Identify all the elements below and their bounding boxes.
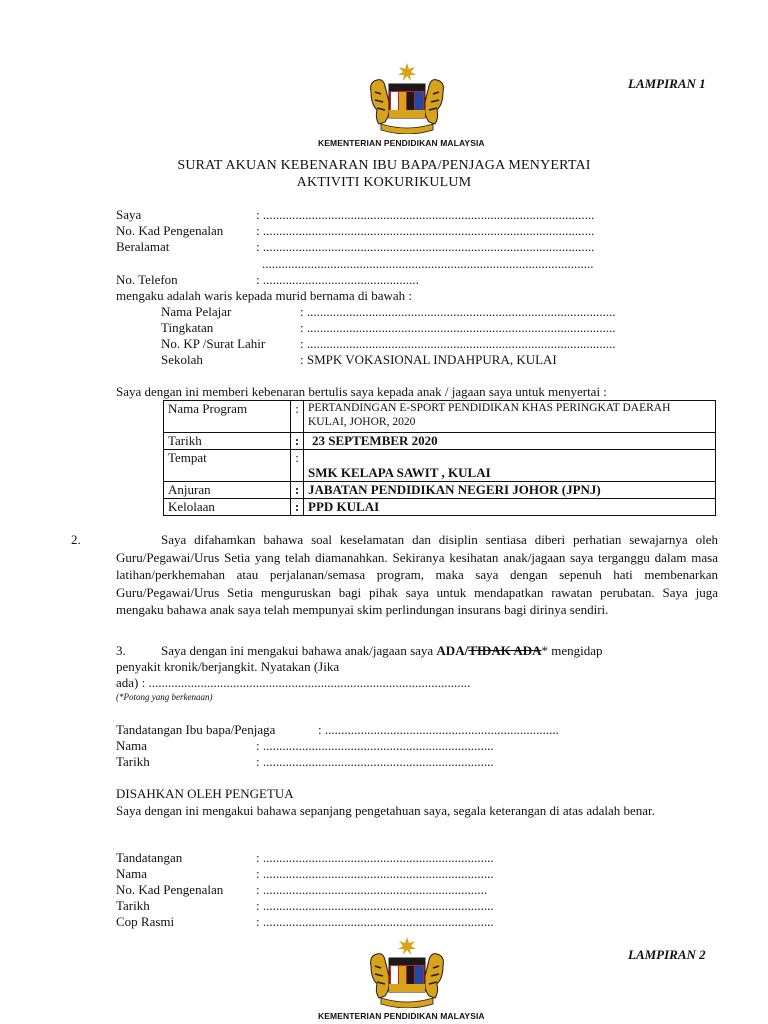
- coat-of-arms-logo-2: [367, 936, 447, 1008]
- parent-address-label: Beralamat: [116, 239, 170, 254]
- principal-date-field[interactable]: : .......................................................................: [256, 898, 494, 913]
- student-name-label: Nama Pelajar: [161, 304, 232, 319]
- signature-name-label: Nama: [116, 738, 148, 753]
- strike-note: (*Potong yang berkenaan): [116, 692, 213, 702]
- program-organizer-label: Anjuran: [164, 482, 291, 499]
- ministry-name: KEMENTERIAN PENDIDIKAN MALAYSIA: [318, 138, 485, 148]
- table-row: [164, 482, 716, 499]
- principal-name-field[interactable]: : .......................................................................: [256, 866, 494, 881]
- parent-name-field[interactable]: : ......................................................................................................: [256, 207, 595, 222]
- program-name-label: Nama Program: [164, 401, 291, 433]
- coat-of-arms-logo: [367, 62, 447, 134]
- permission-statement: Saya dengan ini memberi kebenaran bertulis saya kepada anak / jagaan saya untuk menyertai :: [116, 384, 607, 399]
- student-name-field[interactable]: : ...............................................................................................: [300, 304, 616, 319]
- principal-ic-field[interactable]: : .....................................................................: [256, 882, 488, 897]
- student-school-label: Sekolah: [161, 352, 203, 367]
- program-manager-value: PPD KULAI: [304, 499, 716, 516]
- lampiran-1-label: LAMPIRAN 1: [628, 76, 706, 91]
- student-form-label: Tingkatan: [161, 320, 214, 335]
- parent-name-label: Saya: [116, 207, 142, 222]
- ada-option[interactable]: ADA/: [436, 643, 469, 658]
- program-date-value: 23 SEPTEMBER 2020: [304, 433, 716, 450]
- student-form-field[interactable]: : ...............................................................................................: [300, 320, 616, 335]
- table-colon: :: [291, 401, 304, 433]
- student-school-value: : SMPK VOKASIONAL INDAHPURA, KULAI: [300, 352, 557, 367]
- student-ic-label: No. KP /Surat Lahir: [161, 336, 266, 351]
- official-stamp-label: Cop Rasmi: [116, 914, 175, 929]
- program-date-label: Tarikh: [164, 433, 291, 450]
- program-manager-label: Kelolaan: [164, 499, 291, 516]
- parent-signature-field[interactable]: : ........................................................................: [318, 722, 559, 737]
- table-colon: :: [291, 450, 304, 482]
- table-colon: :: [291, 499, 304, 516]
- paragraph-2-text: Saya difahamkan bahawa soal keselamatan dan disiplin sentiasa diberi perhatian sewajarnya oleh Guru/Pegawai/Urus Setia yang telah diamanahkan. Sekiranya kesihatan anak/jagaan saya terganggu dalam masa latihan/perkhemahan atau perjalanan/semasa program, maka saya dengan sepenuh hati membenarkan Guru/Pegawai/Urus Setia menguruskan bagi pihak saya untuk mendapatkan rawatan perubatan. Saya juga mengaku bahawa anak saya telah mempunyai skim perlindungan insurans bagi dirinya sendiri.: [116, 532, 718, 617]
- paragraph-3-text-after: * mengidap: [541, 643, 603, 658]
- official-stamp-field[interactable]: : .......................................................................: [256, 914, 494, 929]
- parent-phone-label: No. Telefon: [116, 272, 178, 287]
- program-venue-label: Tempat: [164, 450, 291, 482]
- paragraph-2-number: 2.: [71, 532, 81, 547]
- table-row: [164, 433, 716, 450]
- program-venue-value: SMK KELAPA SAWIT , KULAI: [304, 450, 716, 482]
- student-ic-field[interactable]: : ...............................................................................................: [300, 336, 616, 351]
- table-row: [164, 450, 716, 482]
- lampiran-2-label: LAMPIRAN 2: [628, 947, 706, 962]
- signature-date-label: Tarikh: [116, 754, 150, 769]
- principal-date-label: Tarikh: [116, 898, 150, 913]
- table-colon: :: [291, 433, 304, 450]
- illness-details-field[interactable]: ada) : ...................................................................................................: [116, 675, 471, 690]
- principal-statement: Saya dengan ini mengakui bahawa sepanjang pengetahuan saya, segala keterangan di atas adalah benar.: [116, 803, 655, 818]
- principal-ic-label: No. Kad Pengenalan: [116, 882, 224, 897]
- program-organizer-value: JABATAN PENDIDIKAN NEGERI JOHOR (JPNJ): [304, 482, 716, 499]
- table-row: [164, 401, 716, 433]
- parent-signature-label: Tandatangan Ibu bapa/Penjaga: [116, 722, 276, 737]
- principal-signature-field[interactable]: : .......................................................................: [256, 850, 494, 865]
- paragraph-3-line2: penyakit kronik/berjangkit. Nyatakan (Jika: [116, 659, 340, 674]
- principal-name-label: Nama: [116, 866, 148, 881]
- document-title-line2: AKTIVITI KOKURIKULUM: [296, 175, 472, 190]
- parent-phone-field[interactable]: : ................................................: [256, 272, 419, 287]
- principal-heading: DISAHKAN OLEH PENGETUA: [116, 786, 294, 801]
- table-colon: :: [291, 482, 304, 499]
- parent-address-field-line2[interactable]: ......................................................................................................: [262, 256, 594, 271]
- guardian-statement: mengaku adalah waris kepada murid bernama di bawah :: [116, 288, 412, 303]
- paragraph-3-line1: [161, 643, 603, 659]
- document-title-line1: SURAT AKUAN KEBENARAN IBU BAPA/PENJAGA MENYERTAI: [177, 158, 591, 173]
- principal-signature-label: Tandatangan: [116, 850, 183, 865]
- program-name-value: PERTANDINGAN E-SPORT PENDIDIKAN KHAS PERINGKAT DAERAH KULAI, JOHOR, 2020: [304, 401, 716, 433]
- ministry-name-footer: KEMENTERIAN PENDIDIKAN MALAYSIA: [318, 1011, 485, 1021]
- paragraph-3-text: Saya dengan ini mengakui bahawa anak/jagaan saya: [161, 643, 437, 658]
- parent-ic-label: No. Kad Pengenalan: [116, 223, 224, 238]
- tidak-ada-option[interactable]: TIDAK ADA: [468, 643, 542, 658]
- parent-address-field[interactable]: : ......................................................................................................: [256, 239, 595, 254]
- parent-ic-field[interactable]: : ......................................................................................................: [256, 223, 595, 238]
- paragraph-3-number: 3.: [116, 643, 126, 658]
- paragraph-2: [71, 531, 718, 619]
- table-row: [164, 499, 716, 516]
- signature-name-field[interactable]: : .......................................................................: [256, 738, 494, 753]
- signature-date-field[interactable]: : .......................................................................: [256, 754, 494, 769]
- program-table: [163, 400, 716, 516]
